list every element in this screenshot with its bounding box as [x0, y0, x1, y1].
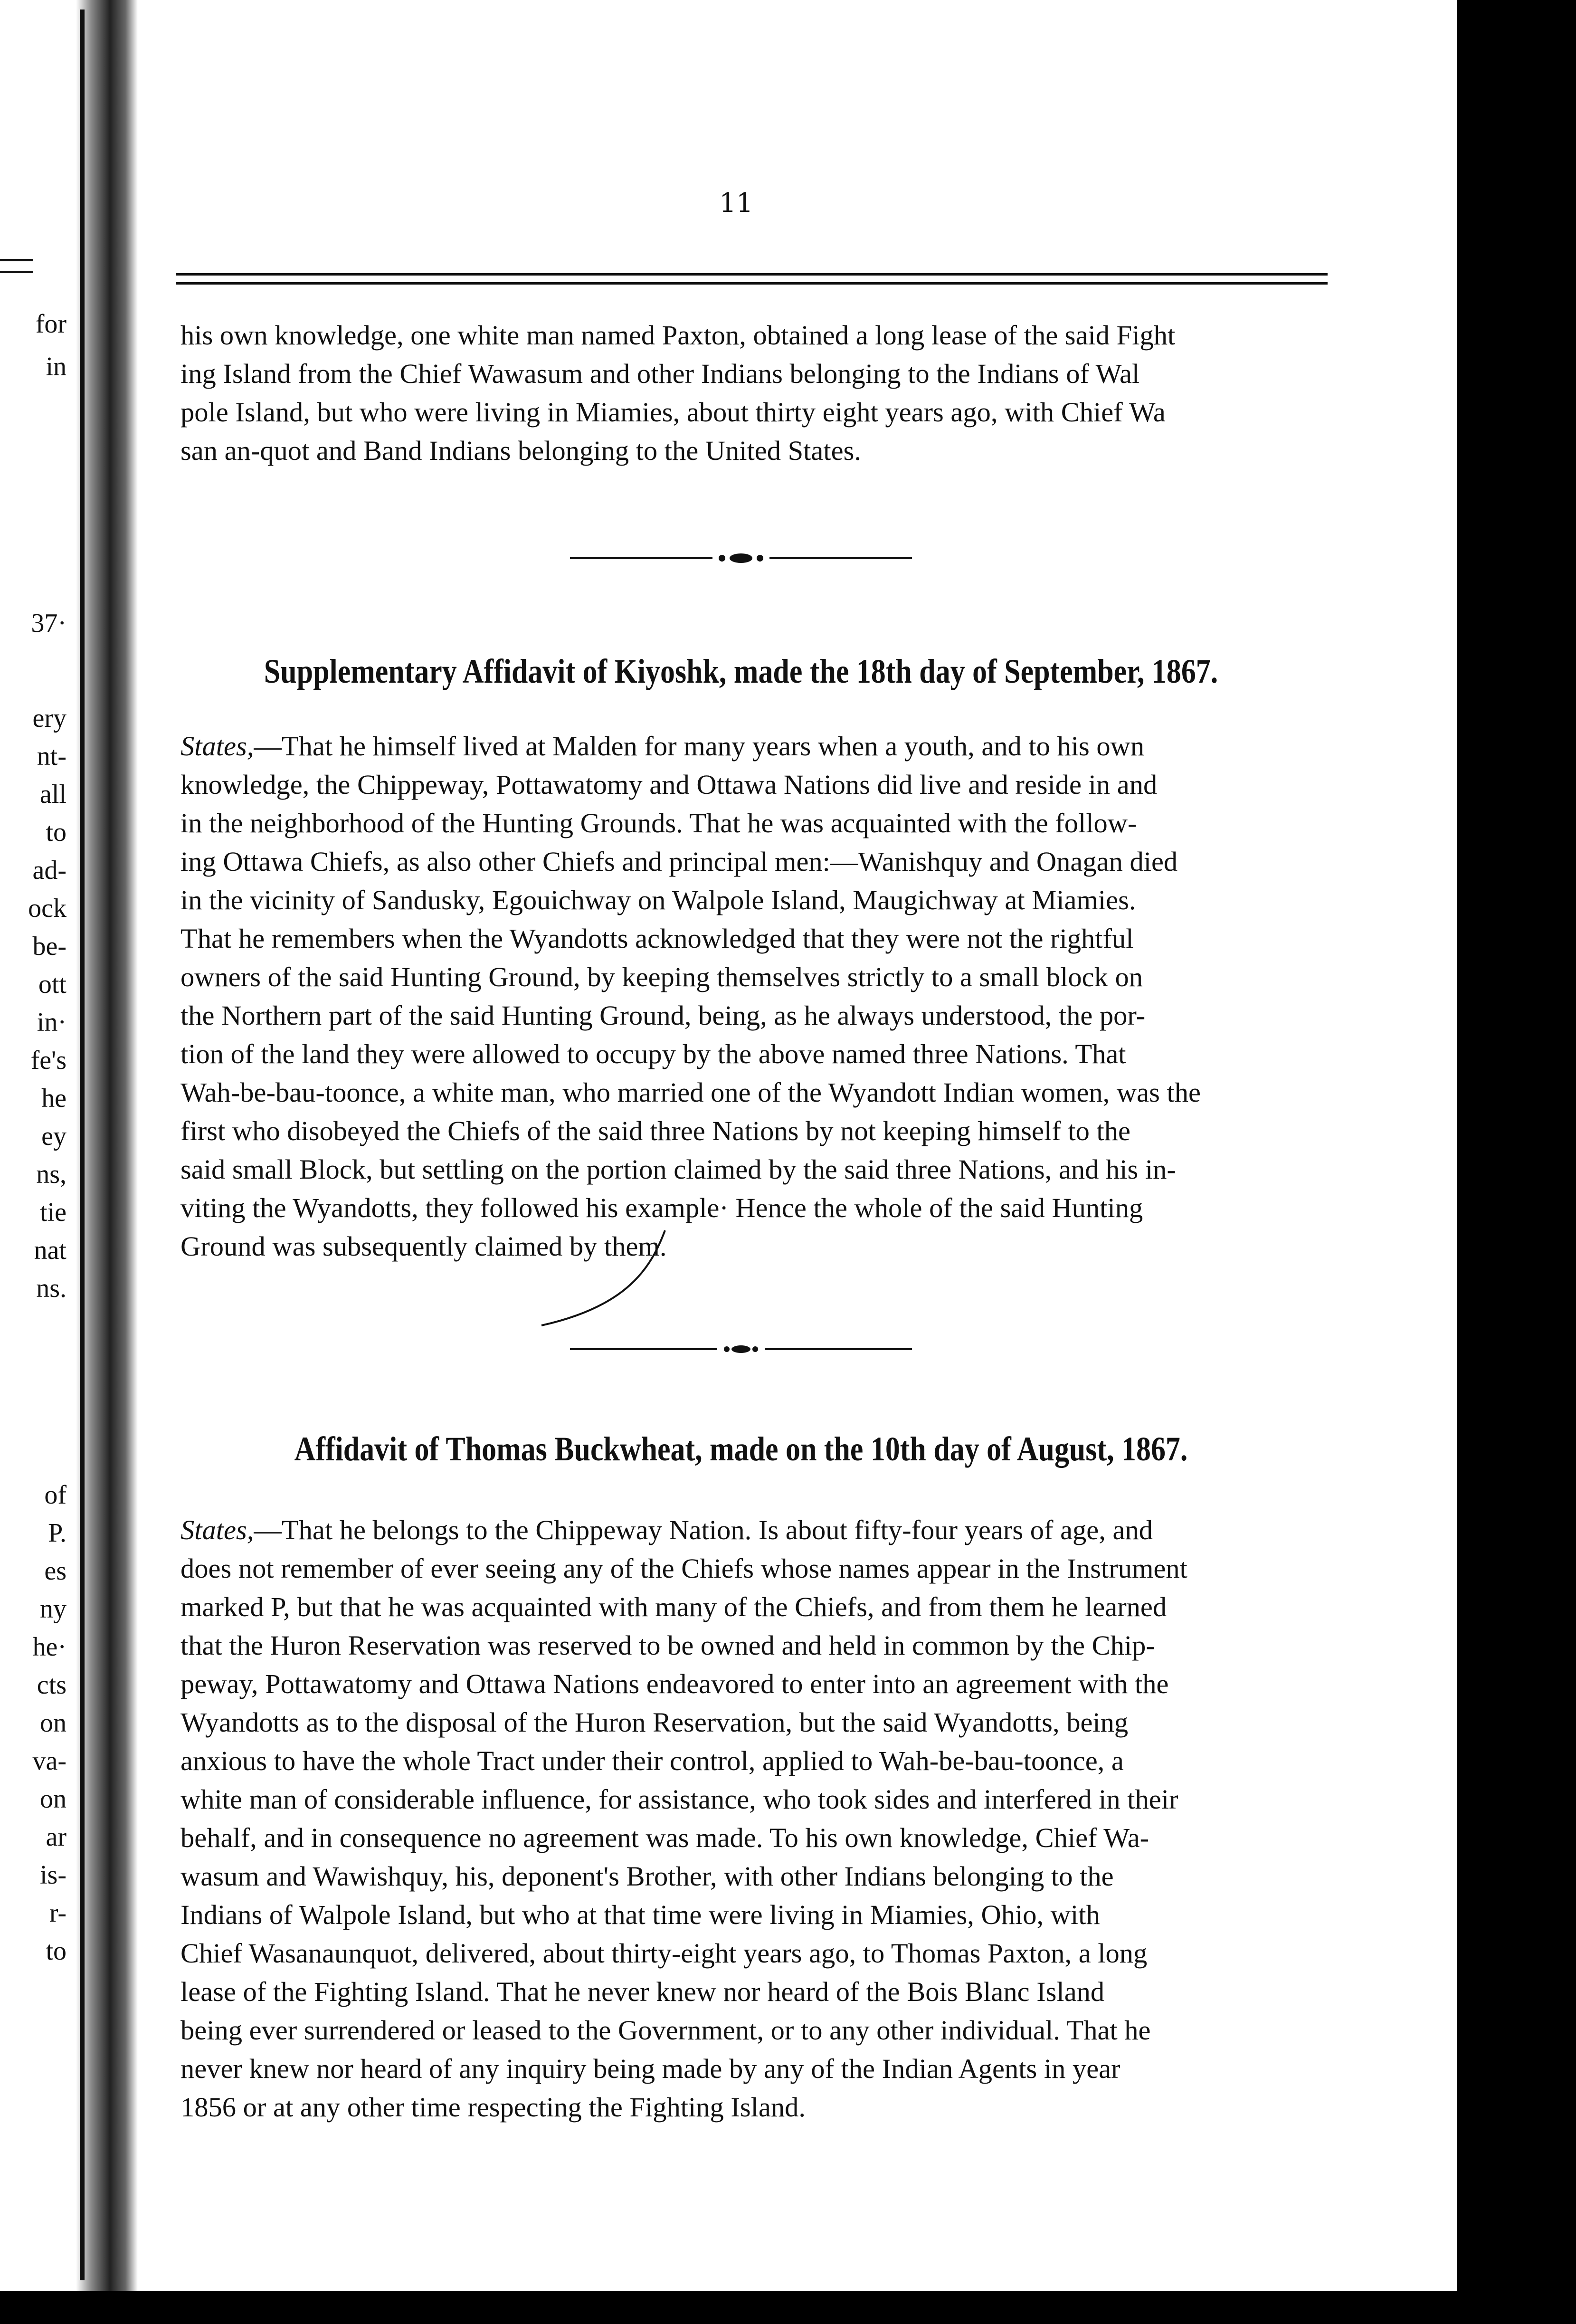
text-line: san an-quot and Band Indians belonging to the United States.	[180, 435, 861, 466]
affidavit-paragraph-buckwheat	[180, 1511, 1339, 2126]
margin-fragment: he·	[32, 1632, 66, 1662]
text-line: Chief Wasanaunquot, delivered, about thirty-eight years ago, to Thomas Paxton, a long	[180, 1938, 1148, 1969]
pen-mark	[532, 1226, 674, 1349]
text-line: —That he himself lived at Malden for many years when a youth, and to his own	[254, 731, 1145, 762]
text-line: white man of considerable influence, for assistance, who took sides and interfered in their	[180, 1784, 1178, 1815]
text-line: knowledge, the Chippeway, Pottawatomy and Ottawa Nations did live and reside in and	[180, 769, 1158, 800]
lead-word: States,	[180, 731, 254, 762]
text-line: 1856 or at any other time respecting the Fighting Island.	[180, 2092, 806, 2123]
margin-fragment: ey	[41, 1122, 66, 1151]
margin-fragment: for	[35, 309, 66, 339]
affidavit-paragraph-kiyoshk	[180, 727, 1339, 1266]
text-line: viting the Wyandotts, they followed his example· Hence the whole of the said Hunting	[180, 1192, 1143, 1223]
binding-edge	[80, 10, 85, 2280]
text-line: that the Huron Reservation was reserved to be owned and held in common by the Chip-	[180, 1630, 1155, 1661]
margin-fragment: fe's	[30, 1046, 66, 1075]
margin-fragment: cts	[37, 1670, 66, 1700]
text-line: his own knowledge, one white man named Paxton, obtained a long lease of the said Fight	[180, 320, 1176, 351]
margin-fragment: in·	[37, 1008, 66, 1037]
page-number: 11	[719, 188, 753, 219]
text-line: ing Ottawa Chiefs, as also other Chiefs and principal men:—Wanishquy and Onagan died	[180, 846, 1178, 877]
text-line: Wah-be-bau-toonce, a white man, who married one of the Wyandott Indian women, was the	[180, 1077, 1201, 1108]
margin-fragment: es	[44, 1556, 66, 1586]
margin-fragment: of	[44, 1480, 66, 1510]
text-line: tion of the land they were allowed to occupy by the above named three Nations. That	[180, 1038, 1126, 1069]
adjacent-page-rule	[0, 259, 33, 273]
margin-fragment: ock	[28, 894, 66, 923]
text-line: peway, Pottawatomy and Ottawa Nations endeavored to enter into an agreement with the	[180, 1668, 1169, 1699]
lead-word: States,	[180, 1514, 254, 1545]
margin-fragment: P.	[48, 1518, 66, 1548]
text-line: wasum and Wawishquy, his, deponent's Brother, with other Indians belonging to the	[180, 1861, 1114, 1892]
text-line: —That he belongs to the Chippeway Nation. Is about fifty-four years of age, and	[254, 1514, 1153, 1545]
text-line: being ever surrendered or leased to the Government, or to any other individual. That he	[180, 2015, 1151, 2046]
binding-gutter	[76, 0, 138, 2324]
margin-fragment: to	[46, 818, 66, 847]
margin-fragment: 37·	[31, 609, 66, 638]
text-line: Wyandotts as to the disposal of the Huron Reservation, but the said Wyandotts, being	[180, 1707, 1129, 1738]
text-line: does not remember of ever seeing any of the Chiefs whose names appear in the Instrument	[180, 1553, 1187, 1584]
margin-fragment: in	[46, 352, 66, 381]
text-line: That he remembers when the Wyandotts acknowledged that they were not the rightful	[180, 923, 1134, 954]
margin-fragment: all	[40, 780, 66, 809]
margin-fragment: ns.	[36, 1274, 66, 1303]
margin-fragment: tie	[40, 1198, 66, 1227]
margin-fragment: ny	[40, 1594, 66, 1624]
margin-fragment: on	[40, 1708, 66, 1738]
section-divider-ornament	[570, 1340, 912, 1359]
text-line: Ground was subsequently claimed by them.	[180, 1231, 667, 1262]
text-line: owners of the said Hunting Ground, by keeping themselves strictly to a small block on	[180, 962, 1143, 992]
text-line: Indians of Walpole Island, but who at that time were living in Miamies, Ohio, with	[180, 1899, 1100, 1930]
scan-border	[0, 2291, 1576, 2324]
margin-fragment: to	[46, 1936, 66, 1966]
margin-fragment: he	[41, 1084, 66, 1113]
scan-border	[1457, 0, 1576, 2324]
margin-fragment: ar	[46, 1822, 66, 1852]
text-line: ing Island from the Chief Wawasum and other Indians belonging to the Indians of Wal	[180, 358, 1140, 389]
continued-paragraph	[180, 316, 1339, 470]
margin-fragment: ad-	[32, 856, 66, 885]
section-divider-ornament	[570, 549, 912, 568]
margin-fragment: ns,	[36, 1160, 66, 1189]
margin-fragment: nat	[34, 1236, 66, 1265]
text-line: pole Island, but who were living in Miamies, about thirty eight years ago, with Chief Wa	[180, 397, 1166, 428]
margin-fragment: be-	[32, 932, 66, 961]
text-line: behalf, and in consequence no agreement was made. To his own knowledge, Chief Wa-	[180, 1822, 1149, 1853]
text-line: in the vicinity of Sandusky, Egouichway on Walpole Island, Maugichway at Miamies.	[180, 885, 1136, 915]
text-line: never knew nor heard of any inquiry being made by any of the Indian Agents in year	[180, 2053, 1120, 2084]
text-line: the Northern part of the said Hunting Ground, being, as he always understood, the por-	[180, 1000, 1146, 1031]
text-line: said small Block, but settling on the portion claimed by the said three Nations, and his in-	[180, 1154, 1176, 1185]
text-line: lease of the Fighting Island. That he never knew nor heard of the Bois Blanc Island	[180, 1976, 1105, 2007]
margin-fragment: ery	[32, 704, 66, 733]
text-line: anxious to have the whole Tract under their control, applied to Wah-be-bau-toonce, a	[180, 1745, 1124, 1776]
margin-fragment: on	[40, 1784, 66, 1814]
margin-fragment: va-	[32, 1746, 66, 1776]
text-line: first who disobeyed the Chiefs of the said three Nations by not keeping himself to the	[180, 1115, 1130, 1146]
margin-fragment: nt-	[37, 742, 66, 771]
text-line: marked P, but that he was acquainted with many of the Chiefs, and from them he learned	[180, 1591, 1167, 1622]
margin-fragment: r-	[49, 1898, 66, 1928]
margin-fragment: ott	[38, 970, 66, 999]
section-title-buckwheat: Affidavit of Thomas Buckwheat, made on the 10th day of August, 1867.	[294, 1430, 1188, 1468]
text-line: in the neighborhood of the Hunting Grounds. That he was acquainted with the follow-	[180, 808, 1137, 838]
header-rule	[176, 273, 1328, 285]
margin-fragment: is-	[40, 1860, 66, 1890]
section-title-kiyoshk: Supplementary Affidavit of Kiyoshk, made the 18th day of September, 1867.	[264, 652, 1218, 690]
